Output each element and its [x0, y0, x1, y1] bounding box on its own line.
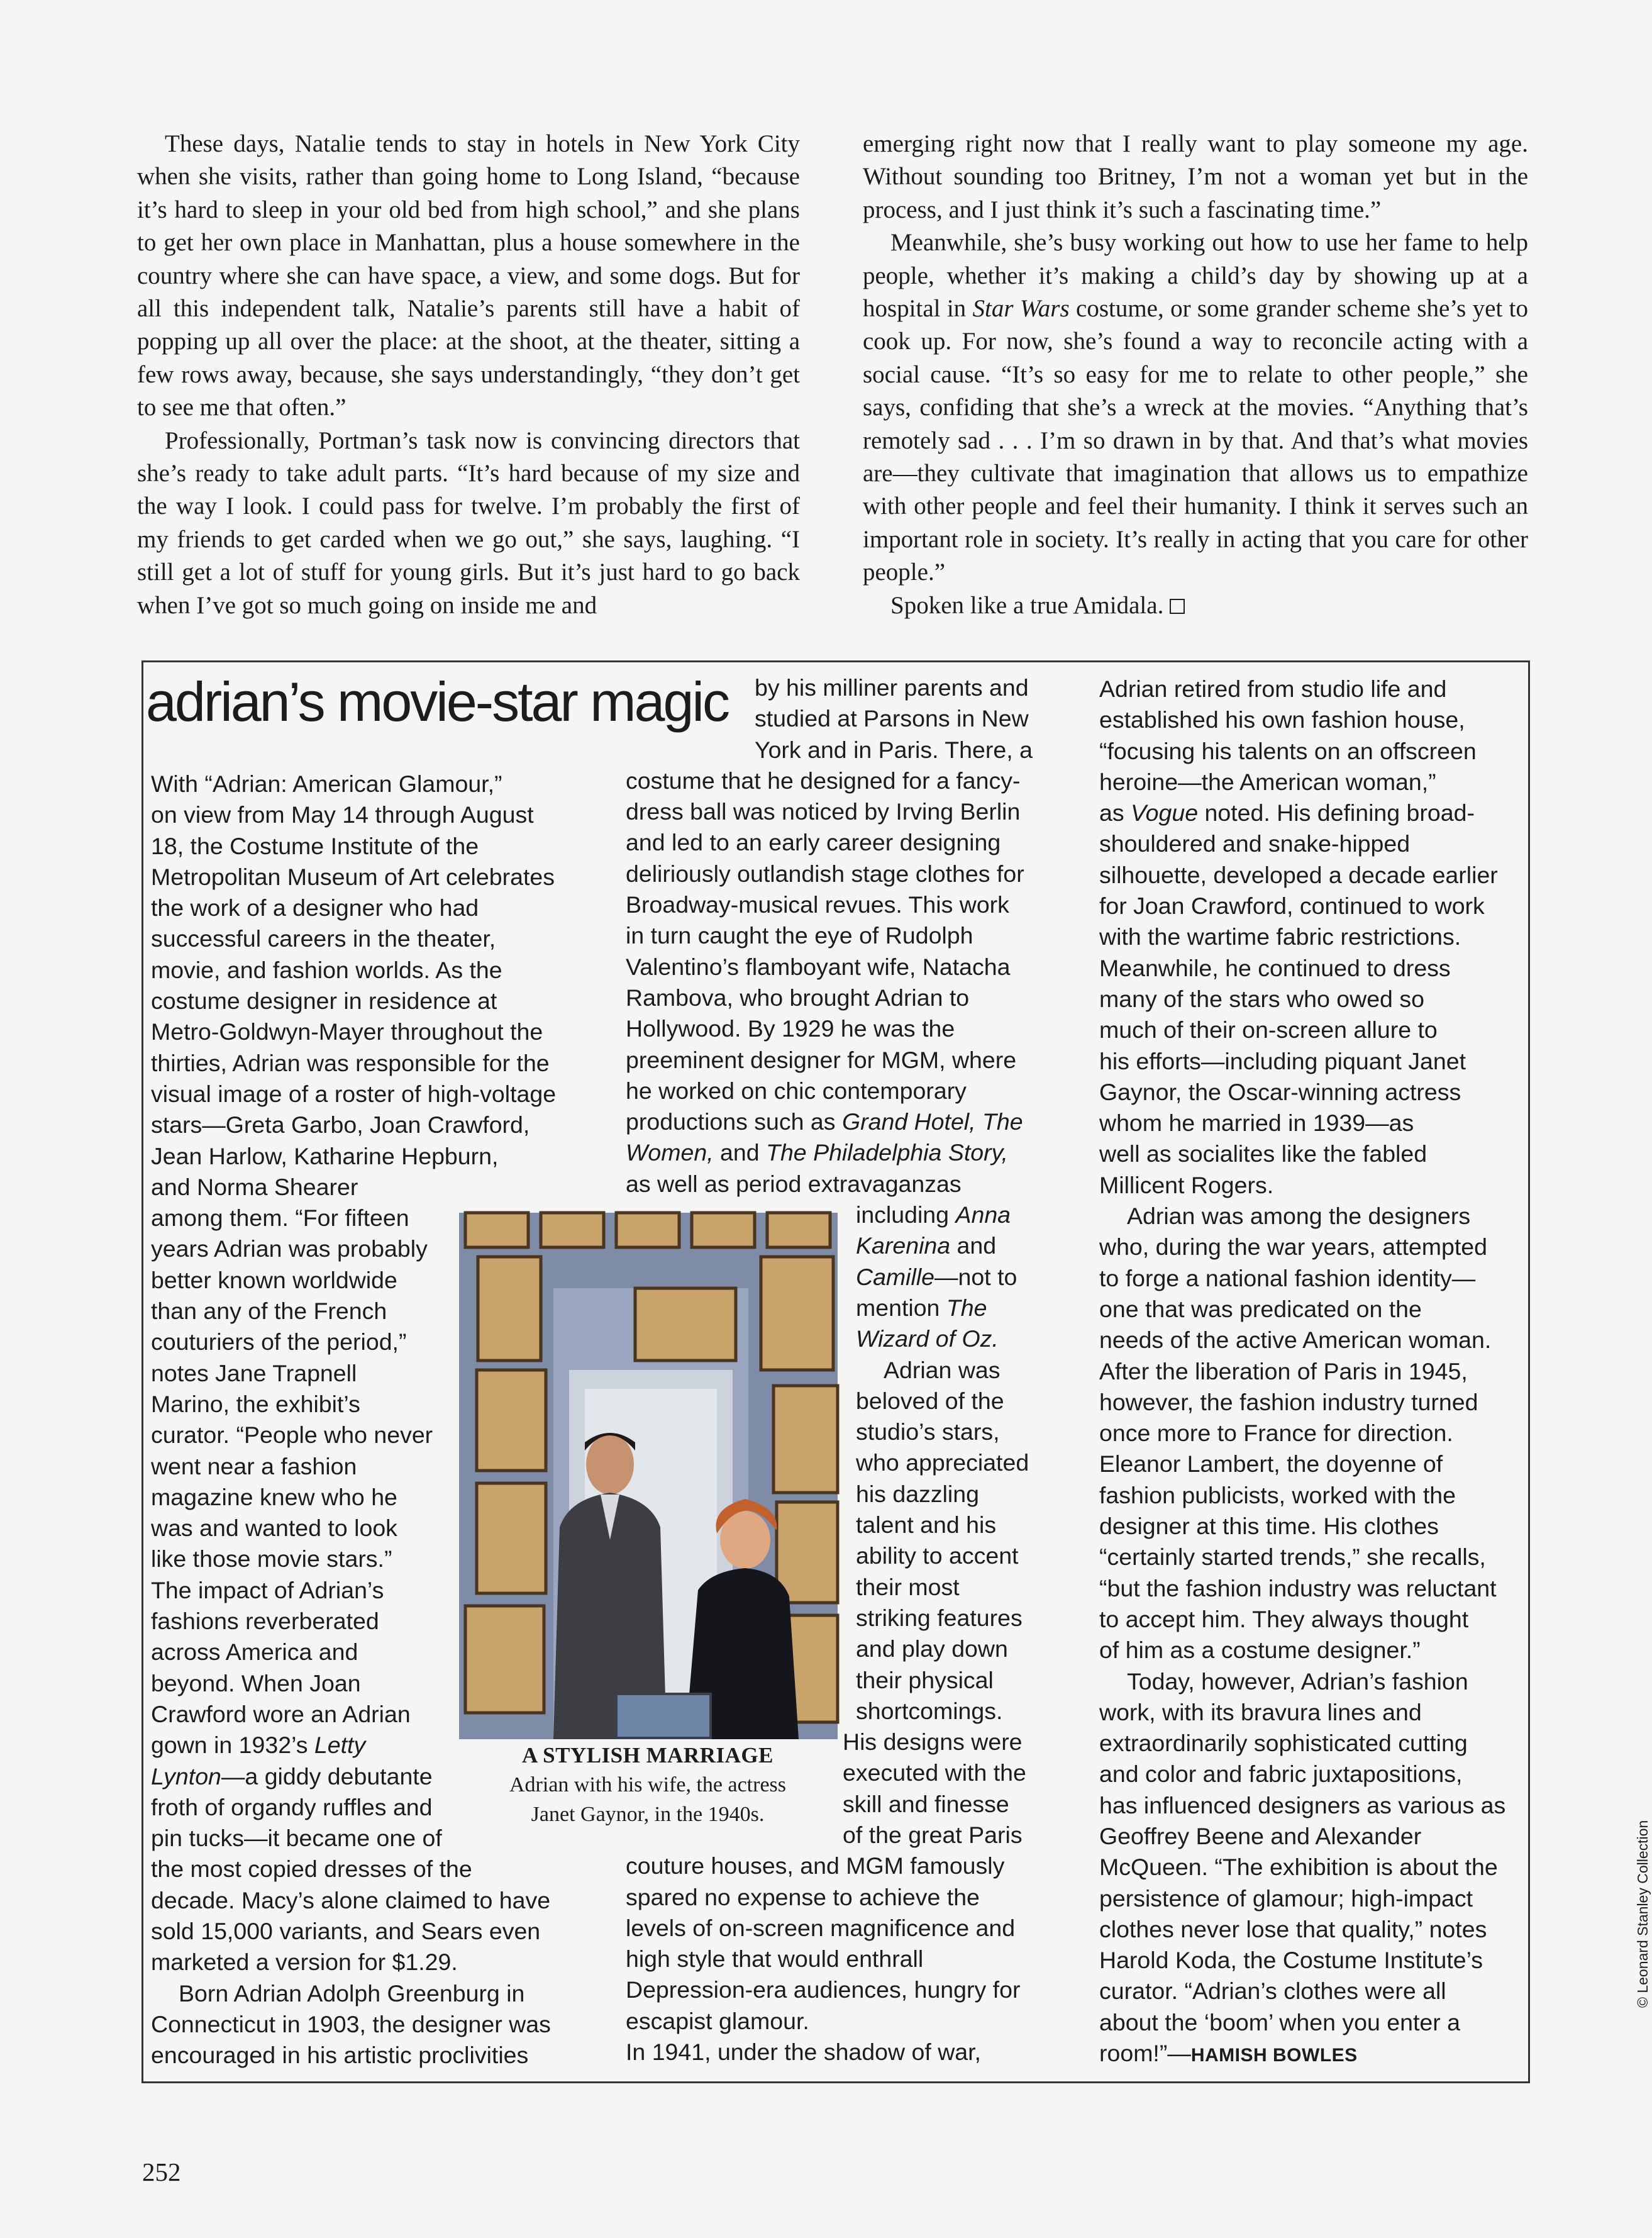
text-line: Wizard of Oz. [856, 1325, 999, 1352]
text-line: couture houses, and MGM famously [626, 1852, 1005, 1879]
text-line: Born Adrian Adolph Greenburg in [179, 1979, 525, 2007]
text-line: Marino, the exhibit’s [151, 1390, 360, 1417]
text-line: room!”— [1099, 2040, 1191, 2067]
article-column-right [863, 128, 1528, 622]
text-line: on view from May 14 through August [151, 801, 534, 828]
text-line: pin tucks—it became one of [151, 1825, 442, 1852]
text-line: Lynton [151, 1762, 221, 1790]
text-line: his dazzling [856, 1480, 979, 1507]
text-line: curator. “People who never [151, 1422, 433, 1449]
text-line: the work of a designer who had [151, 894, 479, 921]
text-line: studio’s stars, [856, 1418, 1000, 1445]
text-line: established his own fashion house, [1099, 706, 1465, 733]
text-line: executed with the [843, 1759, 1026, 1786]
text-line: and [950, 1232, 997, 1259]
text-line: designer at this time. His clothes [1099, 1513, 1439, 1540]
sidebar-headline: adrian’s movie-star magic [146, 671, 728, 733]
text-line: has influenced designers as various as [1099, 1791, 1506, 1818]
text-line: Meanwhile, he continued to dress [1099, 954, 1451, 981]
photo-adrian-and-janet-gaynor [459, 1213, 838, 1739]
text-line: in turn caught the eye of Rudolph [626, 922, 973, 949]
text-line: The [946, 1294, 987, 1321]
text-line: across America and [151, 1639, 358, 1666]
text-line: York and in Paris. There, a [755, 736, 1033, 763]
text-line: as well as period extravaganzas [626, 1170, 962, 1197]
text-line: their most [856, 1573, 960, 1600]
end-mark-icon [1170, 599, 1185, 614]
text-line: costume designer in residence at [151, 988, 497, 1015]
text-line: curator. “Adrian’s clothes were all [1099, 1978, 1446, 2005]
caption-line: Adrian with his wife, the actress [509, 1773, 786, 1796]
paragraph: Professionally, Portman’s task now is convincing directors that she’s ready to take adult parts. “It’s hard because of my size and the way I look. I could pass for twelve. I’m probably the first of my friends to get carded when we go out,” she says, laughing. “I still get a lot of stuff for young girls. But it’s just hard to go back when I’ve got so much going on inside me and [137, 426, 800, 619]
text-line: to forge a national fashion identity— [1099, 1264, 1476, 1291]
text-line: whom he married in 1939—as [1099, 1110, 1414, 1137]
text-line: who appreciated [856, 1449, 1029, 1476]
paragraph: emerging right now that I really want to play someone my age. Without sounding too Britney, I’m not a woman yet but in the process, and I just think it’s such a fascinating time.” [863, 130, 1528, 223]
text-line: gown in 1932’s [151, 1732, 314, 1759]
text-line: Hollywood. By 1929 he was the [626, 1015, 955, 1042]
text-line: better known worldwide [151, 1266, 397, 1293]
text-line: His designs were [843, 1729, 1023, 1756]
text-line: his efforts—including piquant Janet [1099, 1047, 1466, 1074]
text-line: by his milliner parents and [755, 674, 1029, 701]
text-line: Depression-era audiences, hungry for [626, 1976, 1021, 2003]
text-line: “focusing his talents on an offscreen [1099, 737, 1477, 764]
text-line: silhouette, developed a decade earlier [1099, 861, 1498, 888]
sidebar-column-3 [1099, 674, 1527, 2071]
text-line: was and wanted to look [151, 1515, 397, 1542]
text-line: much of their on-screen allure to [1099, 1016, 1438, 1044]
text-line: —a giddy debutante [221, 1762, 433, 1790]
text-line: including [856, 1201, 956, 1228]
text-line: stars—Greta Garbo, Joan Crawford, [151, 1111, 530, 1138]
text-line: however, the fashion industry turned [1099, 1388, 1478, 1415]
text-line: years Adrian was probably [151, 1235, 428, 1262]
text-line: Millicent Rogers. [1099, 1171, 1274, 1198]
text-line: thirties, Adrian was responsible for the [151, 1049, 550, 1076]
text-line: magazine knew who he [151, 1483, 397, 1510]
text-line: dress ball was noticed by Irving Berlin [626, 798, 1021, 825]
text-line: escapist glamour. [626, 2007, 809, 2034]
text-line: clothes never lose that quality,” notes [1099, 1915, 1487, 1942]
article-column-left [137, 128, 800, 622]
caption-line: Janet Gaynor, in the 1940s. [531, 1803, 765, 1826]
text-line: as [1099, 799, 1131, 827]
text-line: for Joan Crawford, continued to work [1099, 893, 1485, 920]
text-line: and play down [856, 1635, 1008, 1662]
text-line: went near a fashion [151, 1452, 357, 1479]
text-line: Broadway-musical revues. This work [626, 891, 1009, 918]
text-line: visual image of a roster of high-voltage [151, 1080, 557, 1107]
text-line: decade. Macy’s alone claimed to have [151, 1886, 551, 1913]
text-line: the most copied dresses of the [151, 1856, 472, 1883]
text-line: Valentino’s flamboyant wife, Natacha [626, 953, 1011, 980]
text-line: Adrian was [884, 1356, 1001, 1383]
text-line: Karenina [856, 1232, 951, 1259]
text-line: beloved of the [856, 1387, 1004, 1414]
film-title: Star Wars [972, 295, 1070, 323]
paragraph: Meanwhile, she’s busy working out how to use her fame to help people, whether it’s making a child’s day by showing up at a hospital in Star Wars costume, or some grander scheme she’s yet to cook up. For now, she’s found a way to reconcile acting with a social cause. “It’s so easy for me to relate to other people,” she says, confiding that she’s a wreck at the movies. “Anything that’s remotely sad . . . I’m so drawn in by that. And that’s what movies are—they cultivate that imagination that allows us to empathize with other people and feel their humanity. I think it serves such an important role in society. It’s really in acting that you care for other people.” [863, 229, 1528, 586]
text-line: needs of the active American woman. [1099, 1327, 1492, 1354]
text-line: persistence of glamour; high-impact [1099, 1884, 1473, 1912]
text-line: noted. His defining broad- [1198, 799, 1475, 827]
text-line: “certainly started trends,” she recalls, [1099, 1544, 1486, 1571]
text-line: —not to [934, 1263, 1017, 1290]
text-line: high style that would enthrall [626, 1946, 924, 1973]
text-line: Vogue [1131, 799, 1199, 827]
text-line: studied at Parsons in New [755, 705, 1029, 732]
closing-paragraph: Spoken like a true Amidala. [863, 589, 1528, 622]
text-line: and color and fabric juxtapositions, [1099, 1761, 1463, 1788]
text-line: striking features [856, 1604, 1023, 1631]
text-line: Connecticut in 1903, the designer was [151, 2010, 551, 2037]
photo-credit: © Leonard Stanley Collection [1634, 1820, 1651, 2008]
text-line: about the ‘boom’ when you enter a [1099, 2008, 1460, 2035]
text-line: shouldered and snake-hipped [1099, 830, 1411, 857]
text-line: skill and finesse [843, 1790, 1009, 1817]
text-line: movie, and fashion worlds. As the [151, 956, 502, 983]
text-line: many of the stars who owed so [1099, 985, 1424, 1012]
text-line: spared no expense to achieve the [626, 1883, 980, 1910]
text-line: he worked on chic contemporary [626, 1077, 967, 1104]
text-line: Grand Hotel, The [841, 1108, 1023, 1135]
text-line: Crawford wore an Adrian [151, 1700, 411, 1727]
text-line: 18, the Costume Institute of the [151, 832, 479, 859]
text-line: to accept him. They always thought [1099, 1605, 1469, 1632]
text-line: successful careers in the theater, [151, 925, 496, 952]
text-line: and Norma Shearer [151, 1173, 358, 1200]
text-line: and [713, 1139, 767, 1166]
page-number: 252 [142, 2157, 181, 2186]
text-line: Adrian retired from studio life and [1099, 676, 1447, 702]
text-line: who, during the war years, attempted [1099, 1233, 1487, 1261]
text-line: extraordinarily sophisticated cutting [1099, 1730, 1468, 1757]
text-line: one that was predicated on the [1099, 1295, 1422, 1322]
text-line: With “Adrian: American Glamour,” [151, 771, 502, 797]
text-line: productions such as [626, 1108, 842, 1135]
text-line: Camille [856, 1263, 935, 1290]
text-line: deliriously outlandish stage clothes for [626, 860, 1024, 887]
text-line: Geoffrey Beene and Alexander [1099, 1822, 1422, 1849]
text-line: beyond. When Joan [151, 1669, 361, 1696]
photo-caption [458, 1741, 838, 1829]
text-line: sold 15,000 variants, and Sears even [151, 1917, 541, 1944]
text-line: like those movie stars.” [151, 1545, 392, 1573]
text-line: mention [856, 1294, 946, 1321]
text-line: ability to accent [856, 1542, 1019, 1569]
text-line: In 1941, under the shadow of war, [626, 2039, 981, 2066]
text-line: among them. “For fifteen [151, 1205, 409, 1232]
paragraph: These days, Natalie tends to stay in hotels in New York City when she visits, rather than going home to Long Island, “because it’s hard to sleep in your old bed from high school,” and she plans to get her own place in Manhattan, plus a house somewhere in the country where she can have space, a view, and some dogs. But for all this independent talk, Natalie’s parents still have a habit of popping up all over the place: at the shoot, at the theater, sitting a few rows away, because, she says understandingly, “they don’t get to see me that often.” [137, 130, 800, 421]
text-line: Letty [314, 1732, 366, 1759]
text-line: talent and his [856, 1511, 997, 1539]
text-line: marketed a version for $1.29. [151, 1949, 458, 1976]
text-line: Metropolitan Museum of Art celebrates [151, 863, 555, 890]
text-line: well as socialites like the fabled [1099, 1140, 1427, 1167]
text-line: Metro-Goldwyn-Mayer throughout the [151, 1018, 543, 1045]
text-line: notes Jane Trapnell [151, 1359, 357, 1386]
text-line: Adrian was among the designers [1127, 1203, 1471, 1230]
text-line: fashions reverberated [151, 1608, 379, 1635]
author-signature: HAMISH BOWLES [1190, 2045, 1358, 2066]
text-line: Gaynor, the Oscar-winning actress [1099, 1078, 1461, 1105]
text-line: Anna [955, 1201, 1011, 1228]
text-line: work, with its bravura lines and [1099, 1698, 1422, 1725]
text-line: costume that he designed for a fancy- [626, 767, 1021, 794]
text-line: heroine—the American woman,” [1099, 768, 1436, 795]
text-line: levels of on-screen magnificence and [626, 1914, 1016, 1941]
text-line: their physical [856, 1666, 994, 1693]
text-line: encouraged in his artistic proclivities [151, 2042, 529, 2069]
text-line: Today, however, Adrian’s fashion [1127, 1667, 1468, 1695]
text-line: couturiers of the period,” [151, 1328, 407, 1356]
text-line: The impact of Adrian’s [151, 1576, 384, 1603]
text-line: of him as a costume designer.” [1099, 1637, 1421, 1664]
text-line: and led to an early career designing [626, 829, 1001, 856]
text-line: Eleanor Lambert, the doyenne of [1099, 1450, 1443, 1478]
text-line: than any of the French [151, 1298, 387, 1325]
text-line: fashion publicists, worked with the [1099, 1481, 1456, 1508]
text-line: once more to France for direction. [1099, 1420, 1453, 1447]
text-line: froth of organdy ruffles and [151, 1793, 433, 1820]
text-line: After the liberation of Paris in 1945, [1099, 1357, 1468, 1384]
text-line: preeminent designer for MGM, where [626, 1046, 1017, 1073]
text-line: McQueen. “The exhibition is about the [1099, 1854, 1498, 1881]
text-line: The Philadelphia Story, [766, 1139, 1008, 1166]
caption-title: A STYLISH MARRIAGE [522, 1743, 773, 1768]
text-line: shortcomings. [856, 1697, 1003, 1724]
photo-illustration [459, 1213, 838, 1739]
text-line: of the great Paris [843, 1821, 1023, 1848]
text-line: with the wartime fabric restrictions. [1099, 923, 1461, 950]
text-line: Jean Harlow, Katharine Hepburn, [151, 1142, 499, 1169]
text-line: Harold Koda, the Costume Institute’s [1099, 1947, 1483, 1974]
text-line: Rambova, who brought Adrian to [626, 984, 970, 1011]
text-line: Women, [626, 1139, 714, 1166]
text-line: “but the fashion industry was reluctant [1099, 1574, 1497, 1601]
